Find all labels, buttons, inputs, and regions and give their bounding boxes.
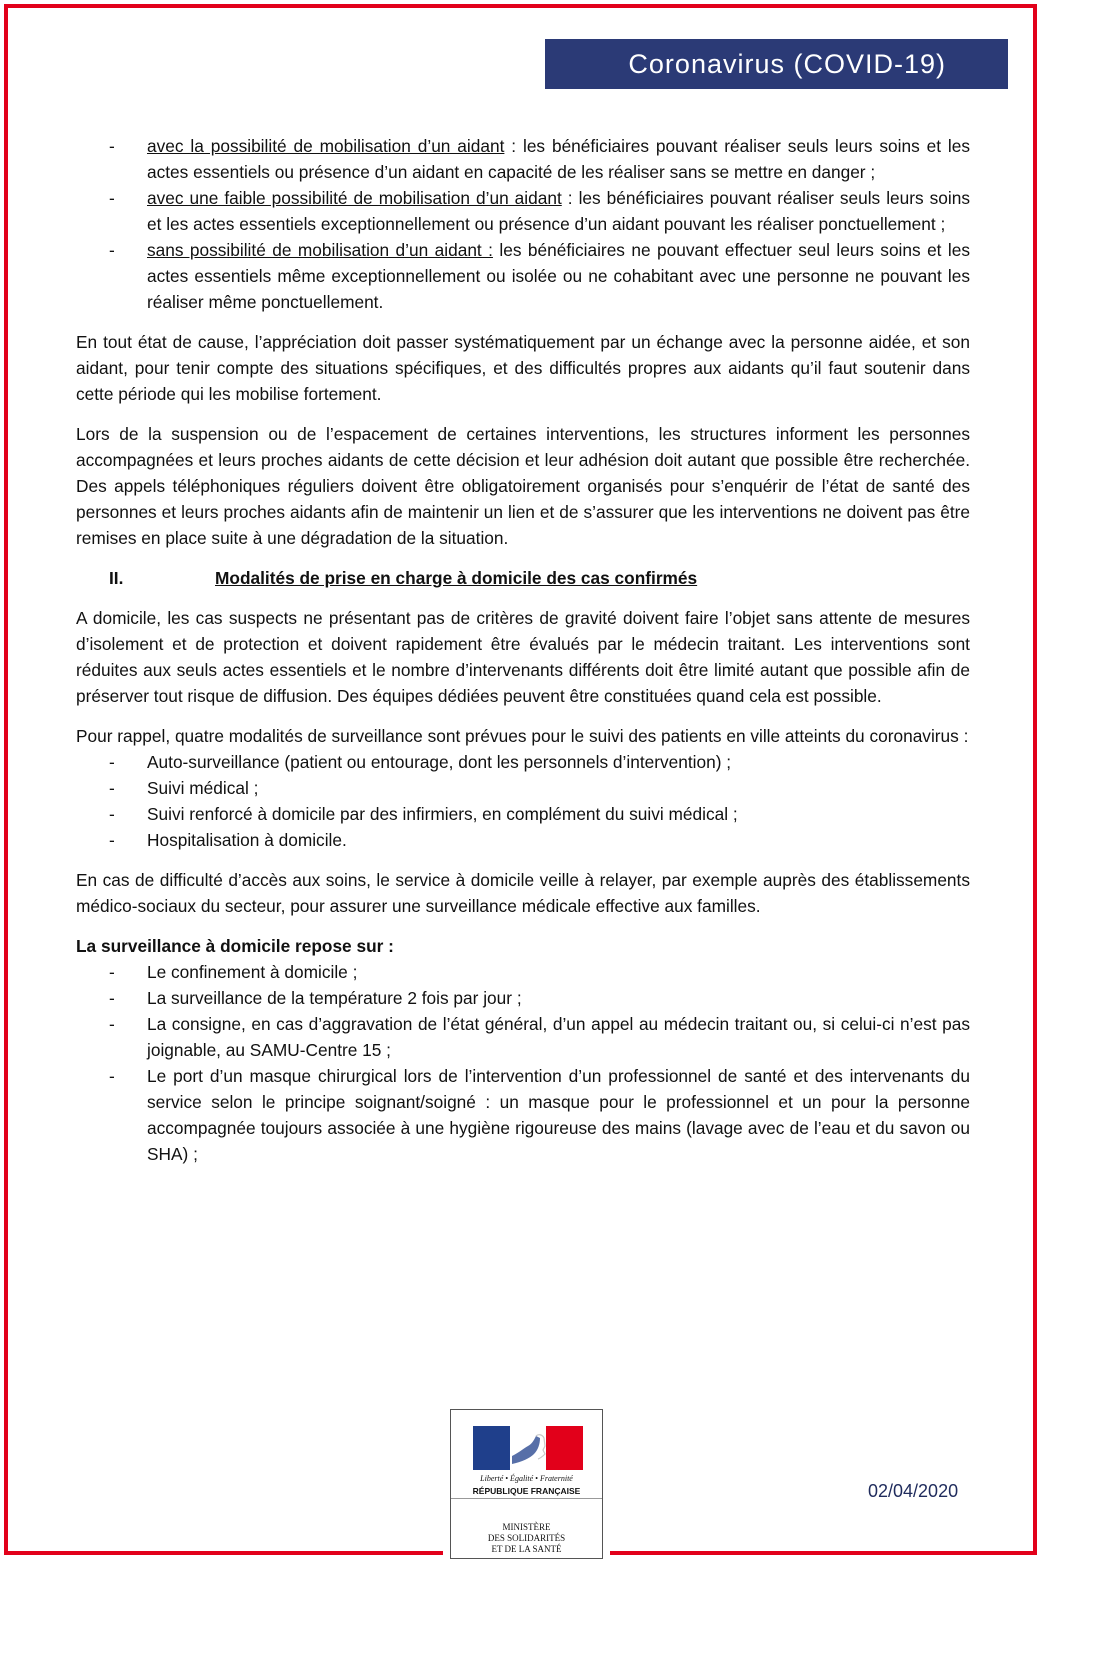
section-number: II. — [109, 568, 124, 588]
marianne-profile-icon — [510, 1426, 547, 1470]
list-item — [76, 827, 970, 853]
list-item-text: La surveillance de la température 2 fois par jour ; — [147, 988, 522, 1008]
dash-bullet: - — [109, 188, 115, 208]
list-item-text: les bénéficiaires pouvant réaliser seuls leurs soins et les actes essentiels ou présence d’un aidant en capacité de les réaliser sans se mettre en danger ; — [147, 136, 971, 182]
list-item — [76, 985, 970, 1011]
paragraph: En cas de difficulté d’accès aux soins, le service à domicile veille à relayer, par exemple auprès des établissements médico-sociaux du secteur, pour assurer une surveillance médicale effective aux familles. — [76, 870, 970, 916]
list-item-lead: avec la possibilité de mobilisation d’un aidant — [147, 136, 505, 156]
list-item-sep: : — [561, 188, 579, 208]
dash-bullet: - — [109, 1014, 115, 1034]
list-item — [76, 749, 970, 775]
logo-republic: RÉPUBLIQUE FRANÇAISE — [451, 1486, 602, 1499]
list-item — [76, 185, 970, 237]
ministry-line: DES SOLIDARITÉS — [487, 1533, 566, 1543]
paragraph: En tout état de cause, l’appréciation doit passer systématiquement par un échange avec la personne aidée, et son aidant, pour tenir compte des situations spécifiques, et des difficultés propres aux aidants qu’il faut soutenir dans cette période qui les mobilise fortement. — [76, 332, 970, 404]
paragraph: Pour rappel, quatre modalités de surveillance sont prévues pour le suivi des patients en ville atteints du coronavirus : — [76, 726, 969, 746]
surveillance-list — [76, 749, 970, 853]
list-item — [76, 801, 970, 827]
ministry-line: MINISTÈRE — [502, 1522, 551, 1532]
list-item-text: Suivi médical ; — [147, 778, 259, 798]
list-item — [76, 133, 970, 185]
paragraph: Lors de la suspension ou de l’espacement de certaines interventions, les structures informent les personnes accompagnées et leurs proches aidants de cette décision et leur adhésion doit autant que possible être recherchée. Des appels téléphoniques réguliers doivent être obligatoirement organisés pour s’enquérir de l’état de santé des personnes et leurs proches aidants afin de maintenir un lien et de s’assurer que les interventions ne doivent pas être remises en place suite à une dégradation de la situation. — [76, 424, 970, 548]
logo-ministry — [451, 1522, 602, 1555]
paragraph: A domicile, les cas suspects ne présentant pas de critères de gravité doivent faire l’objet sans attente de mesures d’isolement et de protection et doivent rapidement être évalués par le médecin traitant. Les interventions sont réduites aux seuls actes essentiels et le nombre d’intervenants différents doit être limité autant que possible afin de préserver tout risque de diffusion. Des équipes dédiées peuvent être constituées quand cela est possible. — [76, 608, 970, 706]
dash-bullet: - — [109, 752, 115, 772]
dash-bullet: - — [109, 240, 115, 260]
section-title: Modalités de prise en charge à domicile des cas confirmés — [215, 568, 698, 588]
header-banner — [545, 39, 1008, 89]
dash-bullet: - — [109, 1066, 115, 1086]
list-item-text: La consigne, en cas d’aggravation de l’état général, d’un appel au médecin traitant ou, si celui-ci n’est pas joignable, au SAMU-Centre 15 ; — [147, 1014, 970, 1060]
marianne-flag-icon — [473, 1426, 583, 1470]
dash-bullet: - — [109, 804, 115, 824]
list-item-text: Hospitalisation à domicile. — [147, 830, 347, 850]
dash-bullet: - — [109, 962, 115, 982]
dash-bullet: - — [109, 778, 115, 798]
list-item-text: Auto-surveillance (patient ou entourage, dont les personnels d’intervention) ; — [147, 752, 732, 772]
list-item-text: les bénéficiaires ne pouvant effectuer seul leurs soins et les actes essentiels même exceptionnellement ou isolée ou ne cohabitant avec une personne ne pouvant les réaliser même ponctuellement. — [147, 240, 970, 312]
list-item — [76, 1063, 970, 1167]
ministry-logo — [450, 1409, 603, 1559]
section-heading — [76, 565, 970, 591]
list-item — [76, 237, 970, 315]
aidant-list — [76, 133, 970, 315]
list-item-lead: sans possibilité de mobilisation d’un aidant : — [147, 240, 493, 260]
dash-bullet: - — [109, 988, 115, 1008]
dash-bullet: - — [109, 830, 115, 850]
list-item-text: les bénéficiaires pouvant réaliser seuls leurs soins et les actes essentiels exceptionnellement ou présence d’un aidant pouvant les réaliser ponctuellement ; — [147, 188, 970, 234]
list-item — [76, 1011, 970, 1063]
list-item-text: Le port d’un masque chirurgical lors de l’intervention d’un professionnel de santé et des intervenants du service selon le principe soignant/soigné : un masque pour le professionnel et un pour la personne accompagnée toujours associée à une hygiène rigoureuse des mains (lavage avec de l’eau et du savon ou SHA) ; — [147, 1066, 970, 1164]
ministry-line: ET DE LA SANTÉ — [491, 1544, 562, 1554]
list-item-text: Le confinement à domicile ; — [147, 962, 358, 982]
header-title: Coronavirus (COVID-19) — [628, 49, 946, 79]
paragraph-bold: La surveillance à domicile repose sur : — [76, 936, 394, 956]
logo-motto: Liberté • Égalité • Fraternité — [480, 1474, 573, 1483]
domicile-list — [76, 959, 970, 1167]
list-item-text: Suivi renforcé à domicile par des infirmiers, en complément du suivi médical ; — [147, 804, 738, 824]
list-item — [76, 775, 970, 801]
dash-bullet: - — [109, 136, 115, 156]
list-item-sep: : — [504, 136, 523, 156]
document-date: 02/04/2020 — [868, 1481, 959, 1501]
document-body — [76, 133, 970, 1167]
list-item — [76, 959, 970, 985]
list-item-lead: avec une faible possibilité de mobilisation d’un aidant — [147, 188, 562, 208]
